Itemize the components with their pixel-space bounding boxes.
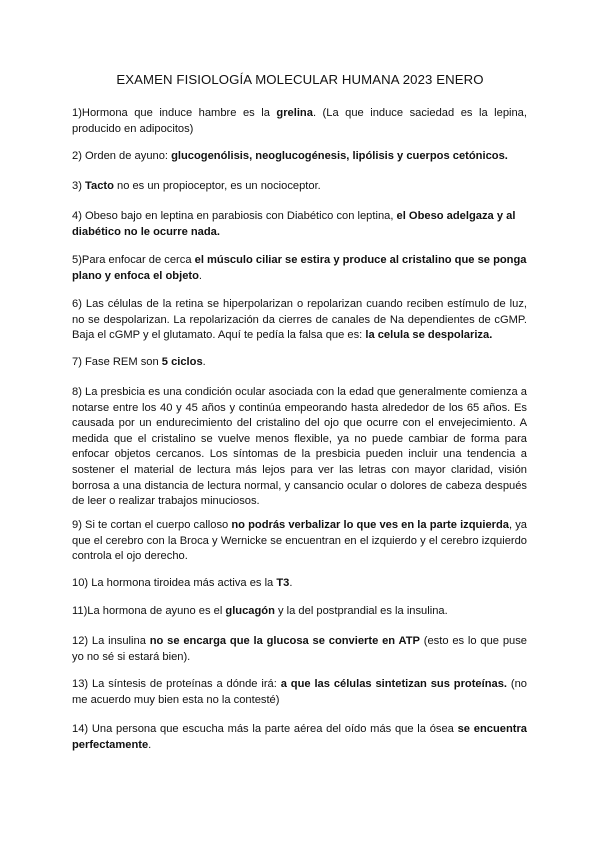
question-1-answer: grelina <box>276 107 313 119</box>
question-3-answer: Tacto <box>85 180 114 192</box>
question-6 <box>72 297 527 344</box>
question-12-answer: no se encarga que la glucosa se convierte en ATP <box>149 635 420 647</box>
question-9-text: 9) Si te cortan el cuerpo calloso <box>72 519 232 531</box>
question-9 <box>72 518 527 565</box>
question-7-text: 7) Fase REM son <box>72 356 162 368</box>
question-13-answer: a que las células sintetizan sus proteínas. <box>280 678 508 690</box>
question-11 <box>72 604 527 620</box>
question-11-answer: glucagón <box>225 605 275 617</box>
question-1-note: . (La que induce saciedad es la lepina, producido en adipocitos) <box>72 107 527 135</box>
question-3-text: 3) <box>72 180 86 192</box>
question-10-text: 10) La hormona tiroidea más activa es la <box>72 577 277 589</box>
question-2-text: 2) Orden de ayuno: <box>72 150 172 162</box>
question-1-text: 1)Hormona que induce hambre es la <box>72 107 277 119</box>
question-5-text: 5)Para enfocar de cerca <box>72 254 195 266</box>
question-11-text: 11)La hormona de ayuno es el <box>72 605 226 617</box>
question-2-answer: glucogenólisis, neoglucogénesis, lipólisis y cuerpos cetónicos. <box>171 150 508 162</box>
question-13-note: (no me acuerdo muy bien esta no la contesté) <box>72 678 528 706</box>
question-14-answer: se encuentra perfectamente <box>72 723 527 751</box>
question-14 <box>72 722 527 753</box>
question-7-answer: 5 ciclos <box>161 356 203 368</box>
question-3-note: no es un propioceptor, es un nocioceptor. <box>113 180 321 192</box>
question-9-answer: no podrás verbalizar lo que ves en la parte izquierda <box>231 519 509 531</box>
question-8 <box>72 385 527 510</box>
question-6-answer: la celula se despolariza. <box>365 329 493 342</box>
question-4-answer: el Obeso adelgaza y al diabético no le ocurre nada. <box>72 210 516 238</box>
question-5 <box>72 253 527 284</box>
page-title: EXAMEN FISIOLOGÍA MOLECULAR HUMANA 2023 ENERO <box>116 72 484 87</box>
question-12 <box>72 634 527 665</box>
question-1 <box>72 106 527 137</box>
question-12-note: (esto es lo que puse yo no sé si estará bien). <box>72 635 527 663</box>
question-12-text: 12) La insulina <box>72 635 150 647</box>
question-7-note: . <box>202 356 206 368</box>
question-8-text: 8) La presbicia es una condición ocular asociada con la edad que generalmente comienza a notarse entre los 40 y 45 años y continúa empeorando hasta alrededor de los 65 años. Es causada por un endurecimiento del cristalino del ojo que ocurre con el envejecimiento. A medida que el cristalino se vuelve menos flexible, ya no puede cambiar de forma para enfocar objetos cercanos. Los síntomas de la presbicia pueden incluir una tendencia a sostener el material de lectura más lejos para ver las letras con mayor claridad, visión borrosa a una distancia de lectura normal, y cansancio ocular o dolores de cabeza después de leer o realizar trabajos minuciosos. <box>72 386 527 508</box>
question-4-text: 4) Obeso bajo en leptina en parabiosis con Diabético con leptina, <box>72 210 397 222</box>
question-9-note: , ya que el cerebro con la Broca y Wernicke se encuentran en el izquierdo y el cerebro izquierdo controla el ojo derecho. <box>72 519 527 563</box>
question-14-text: 14) Una persona que escucha más la parte aérea del oído más que la ósea <box>72 723 458 735</box>
question-5-note: . <box>198 269 203 282</box>
question-10-answer: T3 <box>276 577 290 589</box>
question-13 <box>72 677 527 708</box>
question-13-text: 13) La síntesis de proteínas a dónde irá: <box>72 678 281 690</box>
question-5-answer: el músculo ciliar se estira y produce al cristalino que se ponga plano y enfoca el objeto <box>72 254 527 282</box>
question-6-text: 6) Las células de la retina se hiperpolarizan o repolarizan cuando reciben estímulo de luz, no se despolarizan. La repolarización da cierres de canales de Na dependientes de cGMP. Baja el cGMP y el glutamato. Aquí te pedía la falsa que es: <box>72 298 527 342</box>
question-7 <box>72 355 527 371</box>
question-2 <box>72 149 527 165</box>
question-10 <box>72 576 527 592</box>
question-14-note: . <box>148 738 152 751</box>
question-11-note: y la del postprandial es la insulina. <box>274 605 448 617</box>
question-3 <box>72 179 527 195</box>
question-4 <box>72 209 527 240</box>
question-10-note: . <box>289 577 293 589</box>
